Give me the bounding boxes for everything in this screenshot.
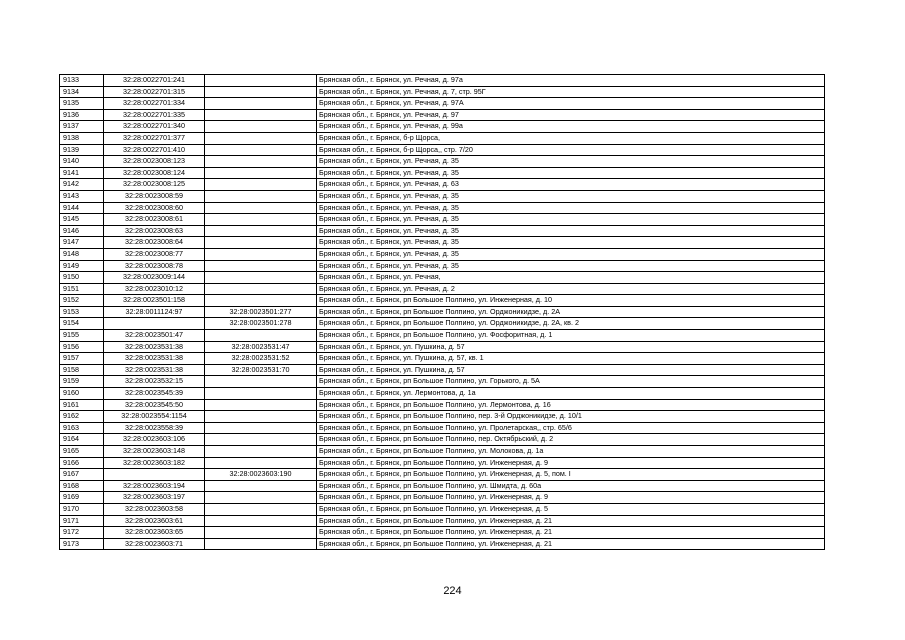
row-number-cell: 9139 <box>60 144 104 156</box>
address-cell: Брянская обл., г. Брянск, б-р Щорса,, стр. 7/20 <box>317 144 825 156</box>
related-cadastral-number-cell <box>205 167 317 179</box>
table-row <box>60 109 825 121</box>
row-number-cell: 9148 <box>60 248 104 260</box>
related-cadastral-number-cell <box>205 388 317 400</box>
address-cell: Брянская обл., г. Брянск, рп Большое Полпино, ул. Инженерная, д. 5, пом. I <box>317 469 825 481</box>
cadastral-number-cell: 32:28:0023008:77 <box>104 248 205 260</box>
related-cadastral-number-cell <box>205 214 317 226</box>
address-cell: Брянская обл., г. Брянск, ул. Речная, д. 7, стр. 95Г <box>317 86 825 98</box>
related-cadastral-number-cell: 32:28:0023501:277 <box>205 306 317 318</box>
table-row <box>60 98 825 110</box>
related-cadastral-number-cell <box>205 98 317 110</box>
table-row <box>60 376 825 388</box>
table-row <box>60 422 825 434</box>
cadastral-number-cell: 32:28:0023545:50 <box>104 399 205 411</box>
row-number-cell: 9152 <box>60 295 104 307</box>
table-row <box>60 353 825 365</box>
row-number-cell: 9158 <box>60 364 104 376</box>
cadastral-number-cell: 32:28:0023008:60 <box>104 202 205 214</box>
address-cell: Брянская обл., г. Брянск, ул. Лермонтова, д. 1а <box>317 388 825 400</box>
table-row <box>60 260 825 272</box>
address-cell: Брянская обл., г. Брянск, ул. Речная, <box>317 272 825 284</box>
cadastral-number-cell: 32:28:0023603:71 <box>104 538 205 550</box>
row-number-cell: 9134 <box>60 86 104 98</box>
related-cadastral-number-cell <box>205 132 317 144</box>
address-cell: Брянская обл., г. Брянск, рп Большое Полпино, ул. Инженерная, д. 21 <box>317 515 825 527</box>
table-row <box>60 75 825 87</box>
cadastral-number-cell: 32:28:0023603:58 <box>104 503 205 515</box>
cadastral-number-cell: 32:28:0023603:61 <box>104 515 205 527</box>
row-number-cell: 9151 <box>60 283 104 295</box>
table-row <box>60 503 825 515</box>
address-cell: Брянская обл., г. Брянск, ул. Пушкина, д. 57 <box>317 341 825 353</box>
address-cell: Брянская обл., г. Брянск, ул. Речная, д. 35 <box>317 202 825 214</box>
table-row <box>60 469 825 481</box>
related-cadastral-number-cell <box>205 225 317 237</box>
related-cadastral-number-cell <box>205 295 317 307</box>
cadastral-number-cell: 32:28:0023008:61 <box>104 214 205 226</box>
table-row <box>60 538 825 550</box>
address-cell: Брянская обл., г. Брянск, рп Большое Полпино, пер. Октябрьский, д. 2 <box>317 434 825 446</box>
table-row <box>60 237 825 249</box>
row-number-cell: 9160 <box>60 388 104 400</box>
address-cell: Брянская обл., г. Брянск, ул. Пушкина, д. 57, кв. 1 <box>317 353 825 365</box>
address-cell: Брянская обл., г. Брянск, рп Большое Полпино, ул. Шмидта, д. 60а <box>317 480 825 492</box>
related-cadastral-number-cell: 32:28:0023501:278 <box>205 318 317 330</box>
cadastral-number-cell: 32:28:0023009:144 <box>104 272 205 284</box>
table-row <box>60 283 825 295</box>
cadastral-number-cell: 32:28:0023545:39 <box>104 388 205 400</box>
address-cell: Брянская обл., г. Брянск, ул. Речная, д. 35 <box>317 248 825 260</box>
table-row <box>60 399 825 411</box>
address-cell: Брянская обл., г. Брянск, рп Большое Полпино, ул. Пролетарская,, стр. 65/6 <box>317 422 825 434</box>
table-body <box>60 75 825 550</box>
related-cadastral-number-cell <box>205 538 317 550</box>
table-row <box>60 248 825 260</box>
cadastral-number-cell: 32:28:0022701:334 <box>104 98 205 110</box>
address-cell: Брянская обл., г. Брянск, рп Большое Полпино, ул. Горького, д. 5А <box>317 376 825 388</box>
row-number-cell: 9145 <box>60 214 104 226</box>
related-cadastral-number-cell <box>205 156 317 168</box>
related-cadastral-number-cell <box>205 248 317 260</box>
related-cadastral-number-cell <box>205 202 317 214</box>
cadastral-number-cell: 32:28:0023010:12 <box>104 283 205 295</box>
cadastral-number-cell: 32:28:0023008:123 <box>104 156 205 168</box>
cadastral-number-cell: 32:28:0023531:38 <box>104 341 205 353</box>
related-cadastral-number-cell <box>205 121 317 133</box>
row-number-cell: 9157 <box>60 353 104 365</box>
row-number-cell: 9163 <box>60 422 104 434</box>
row-number-cell: 9138 <box>60 132 104 144</box>
table-row <box>60 190 825 202</box>
row-number-cell: 9155 <box>60 330 104 342</box>
related-cadastral-number-cell <box>205 492 317 504</box>
row-number-cell: 9167 <box>60 469 104 481</box>
cadastral-number-cell: 32:28:0023531:38 <box>104 364 205 376</box>
address-cell: Брянская обл., г. Брянск, ул. Речная, д. 35 <box>317 190 825 202</box>
table-row <box>60 156 825 168</box>
address-cell: Брянская обл., г. Брянск, рп Большое Полпино, ул. Инженерная, д. 21 <box>317 538 825 550</box>
cadastral-number-cell: 32:28:0023008:64 <box>104 237 205 249</box>
row-number-cell: 9170 <box>60 503 104 515</box>
address-cell: Брянская обл., г. Брянск, ул. Речная, д. 35 <box>317 260 825 272</box>
related-cadastral-number-cell <box>205 446 317 458</box>
row-number-cell: 9135 <box>60 98 104 110</box>
table-row <box>60 306 825 318</box>
related-cadastral-number-cell <box>205 422 317 434</box>
table-row <box>60 341 825 353</box>
related-cadastral-number-cell <box>205 480 317 492</box>
table-row <box>60 446 825 458</box>
cadastral-number-cell: 32:28:0023008:63 <box>104 225 205 237</box>
row-number-cell: 9143 <box>60 190 104 202</box>
related-cadastral-number-cell: 32:28:0023531:52 <box>205 353 317 365</box>
table-row <box>60 144 825 156</box>
row-number-cell: 9173 <box>60 538 104 550</box>
row-number-cell: 9168 <box>60 480 104 492</box>
address-cell: Брянская обл., г. Брянск, ул. Речная, д. 97А <box>317 98 825 110</box>
table-row <box>60 388 825 400</box>
address-cell: Брянская обл., г. Брянск, ул. Речная, д. 63 <box>317 179 825 191</box>
table-row <box>60 272 825 284</box>
row-number-cell: 9159 <box>60 376 104 388</box>
row-number-cell: 9141 <box>60 167 104 179</box>
row-number-cell: 9156 <box>60 341 104 353</box>
related-cadastral-number-cell <box>205 272 317 284</box>
related-cadastral-number-cell <box>205 330 317 342</box>
address-cell: Брянская обл., г. Брянск, рп Большое Полпино, ул. Лермонтова, д. 16 <box>317 399 825 411</box>
table-row <box>60 202 825 214</box>
address-cell: Брянская обл., г. Брянск, ул. Речная, д. 2 <box>317 283 825 295</box>
related-cadastral-number-cell <box>205 376 317 388</box>
page-number: 224 <box>443 585 462 597</box>
related-cadastral-number-cell: 32:28:0023531:70 <box>205 364 317 376</box>
table-row <box>60 457 825 469</box>
cadastral-table <box>59 74 825 550</box>
cadastral-number-cell: 32:28:0023554:1154 <box>104 411 205 423</box>
cadastral-number-cell: 32:28:0023558:39 <box>104 422 205 434</box>
address-cell: Брянская обл., г. Брянск, ул. Речная, д. 35 <box>317 214 825 226</box>
cadastral-number-cell: 32:28:0022701:241 <box>104 75 205 87</box>
related-cadastral-number-cell <box>205 109 317 121</box>
related-cadastral-number-cell <box>205 399 317 411</box>
address-cell: Брянская обл., г. Брянск, ул. Речная, д. 97а <box>317 75 825 87</box>
table-row <box>60 86 825 98</box>
related-cadastral-number-cell <box>205 283 317 295</box>
cadastral-number-cell: 32:28:0011124:97 <box>104 306 205 318</box>
address-cell: Брянская обл., г. Брянск, рп Большое Полпино, ул. Инженерная, д. 10 <box>317 295 825 307</box>
related-cadastral-number-cell <box>205 144 317 156</box>
related-cadastral-number-cell <box>205 503 317 515</box>
address-cell: Брянская обл., г. Брянск, ул. Речная, д. 99а <box>317 121 825 133</box>
table-row <box>60 411 825 423</box>
table-row <box>60 527 825 539</box>
table-row <box>60 480 825 492</box>
row-number-cell: 9150 <box>60 272 104 284</box>
row-number-cell: 9153 <box>60 306 104 318</box>
row-number-cell: 9166 <box>60 457 104 469</box>
cadastral-number-cell <box>104 469 205 481</box>
cadastral-number-cell: 32:28:0023008:124 <box>104 167 205 179</box>
cadastral-number-cell: 32:28:0023008:59 <box>104 190 205 202</box>
related-cadastral-number-cell <box>205 515 317 527</box>
cadastral-number-cell: 32:28:0023501:158 <box>104 295 205 307</box>
cadastral-number-cell: 32:28:0022701:340 <box>104 121 205 133</box>
related-cadastral-number-cell <box>205 527 317 539</box>
table-row <box>60 492 825 504</box>
row-number-cell: 9147 <box>60 237 104 249</box>
address-cell: Брянская обл., г. Брянск, ул. Речная, д. 35 <box>317 225 825 237</box>
cadastral-number-cell: 32:28:0022701:377 <box>104 132 205 144</box>
address-cell: Брянская обл., г. Брянск, б-р Щорса, <box>317 132 825 144</box>
address-cell: Брянская обл., г. Брянск, рп Большое Полпино, ул. Инженерная, д. 9 <box>317 457 825 469</box>
cadastral-number-cell: 32:28:0023603:106 <box>104 434 205 446</box>
address-cell: Брянская обл., г. Брянск, рп Большое Полпино, ул. Орджоникидзе, д. 2А <box>317 306 825 318</box>
table-row <box>60 330 825 342</box>
table-row <box>60 295 825 307</box>
related-cadastral-number-cell <box>205 190 317 202</box>
row-number-cell: 9146 <box>60 225 104 237</box>
cadastral-number-cell <box>104 318 205 330</box>
related-cadastral-number-cell <box>205 179 317 191</box>
cadastral-number-cell: 32:28:0023532:15 <box>104 376 205 388</box>
table-row <box>60 225 825 237</box>
table-row <box>60 214 825 226</box>
cadastral-number-cell: 32:28:0023603:148 <box>104 446 205 458</box>
related-cadastral-number-cell: 32:28:0023531:47 <box>205 341 317 353</box>
related-cadastral-number-cell <box>205 237 317 249</box>
table-row <box>60 121 825 133</box>
address-cell: Брянская обл., г. Брянск, рп Большое Полпино, ул. Инженерная, д. 9 <box>317 492 825 504</box>
related-cadastral-number-cell <box>205 457 317 469</box>
cadastral-number-cell: 32:28:0023603:182 <box>104 457 205 469</box>
related-cadastral-number-cell: 32:28:0023603:190 <box>205 469 317 481</box>
address-cell: Брянская обл., г. Брянск, ул. Речная, д. 97 <box>317 109 825 121</box>
cadastral-number-cell: 32:28:0023008:125 <box>104 179 205 191</box>
address-cell: Брянская обл., г. Брянск, рп Большое Полпино, ул. Инженерная, д. 5 <box>317 503 825 515</box>
address-cell: Брянская обл., г. Брянск, ул. Речная, д. 35 <box>317 237 825 249</box>
cadastral-number-cell: 32:28:0022701:335 <box>104 109 205 121</box>
row-number-cell: 9164 <box>60 434 104 446</box>
address-cell: Брянская обл., г. Брянск, ул. Пушкина, д. 57 <box>317 364 825 376</box>
address-cell: Брянская обл., г. Брянск, ул. Речная, д. 35 <box>317 156 825 168</box>
address-cell: Брянская обл., г. Брянск, ул. Речная, д. 35 <box>317 167 825 179</box>
row-number-cell: 9133 <box>60 75 104 87</box>
cadastral-number-cell: 32:28:0023603:197 <box>104 492 205 504</box>
row-number-cell: 9142 <box>60 179 104 191</box>
cadastral-number-cell: 32:28:0022701:410 <box>104 144 205 156</box>
table-row <box>60 179 825 191</box>
row-number-cell: 9171 <box>60 515 104 527</box>
related-cadastral-number-cell <box>205 411 317 423</box>
row-number-cell: 9165 <box>60 446 104 458</box>
row-number-cell: 9137 <box>60 121 104 133</box>
cadastral-number-cell: 32:28:0023603:194 <box>104 480 205 492</box>
address-cell: Брянская обл., г. Брянск, рп Большое Полпино, ул. Инженерная, д. 21 <box>317 527 825 539</box>
table-row <box>60 132 825 144</box>
cadastral-number-cell: 32:28:0023531:38 <box>104 353 205 365</box>
row-number-cell: 9172 <box>60 527 104 539</box>
row-number-cell: 9140 <box>60 156 104 168</box>
related-cadastral-number-cell <box>205 86 317 98</box>
cadastral-number-cell: 32:28:0023008:78 <box>104 260 205 272</box>
cadastral-number-cell: 32:28:0022701:315 <box>104 86 205 98</box>
cadastral-number-cell: 32:28:0023603:65 <box>104 527 205 539</box>
table-row <box>60 434 825 446</box>
table-row <box>60 167 825 179</box>
table-row <box>60 364 825 376</box>
related-cadastral-number-cell <box>205 434 317 446</box>
address-cell: Брянская обл., г. Брянск, рп Большое Полпино, ул. Орджоникидзе, д. 2А, кв. 2 <box>317 318 825 330</box>
row-number-cell: 9162 <box>60 411 104 423</box>
table-row <box>60 515 825 527</box>
row-number-cell: 9136 <box>60 109 104 121</box>
table-row <box>60 318 825 330</box>
row-number-cell: 9169 <box>60 492 104 504</box>
related-cadastral-number-cell <box>205 75 317 87</box>
cadastral-number-cell: 32:28:0023501:47 <box>104 330 205 342</box>
address-cell: Брянская обл., г. Брянск, рп Большое Полпино, пер. 3-й Орджоникидзе, д. 10/1 <box>317 411 825 423</box>
related-cadastral-number-cell <box>205 260 317 272</box>
row-number-cell: 9149 <box>60 260 104 272</box>
address-cell: Брянская обл., г. Брянск, рп Большое Полпино, ул. Фосфоритная, д. 1 <box>317 330 825 342</box>
row-number-cell: 9144 <box>60 202 104 214</box>
row-number-cell: 9161 <box>60 399 104 411</box>
address-cell: Брянская обл., г. Брянск, рп Большое Полпино, ул. Молокова, д. 1а <box>317 446 825 458</box>
row-number-cell: 9154 <box>60 318 104 330</box>
